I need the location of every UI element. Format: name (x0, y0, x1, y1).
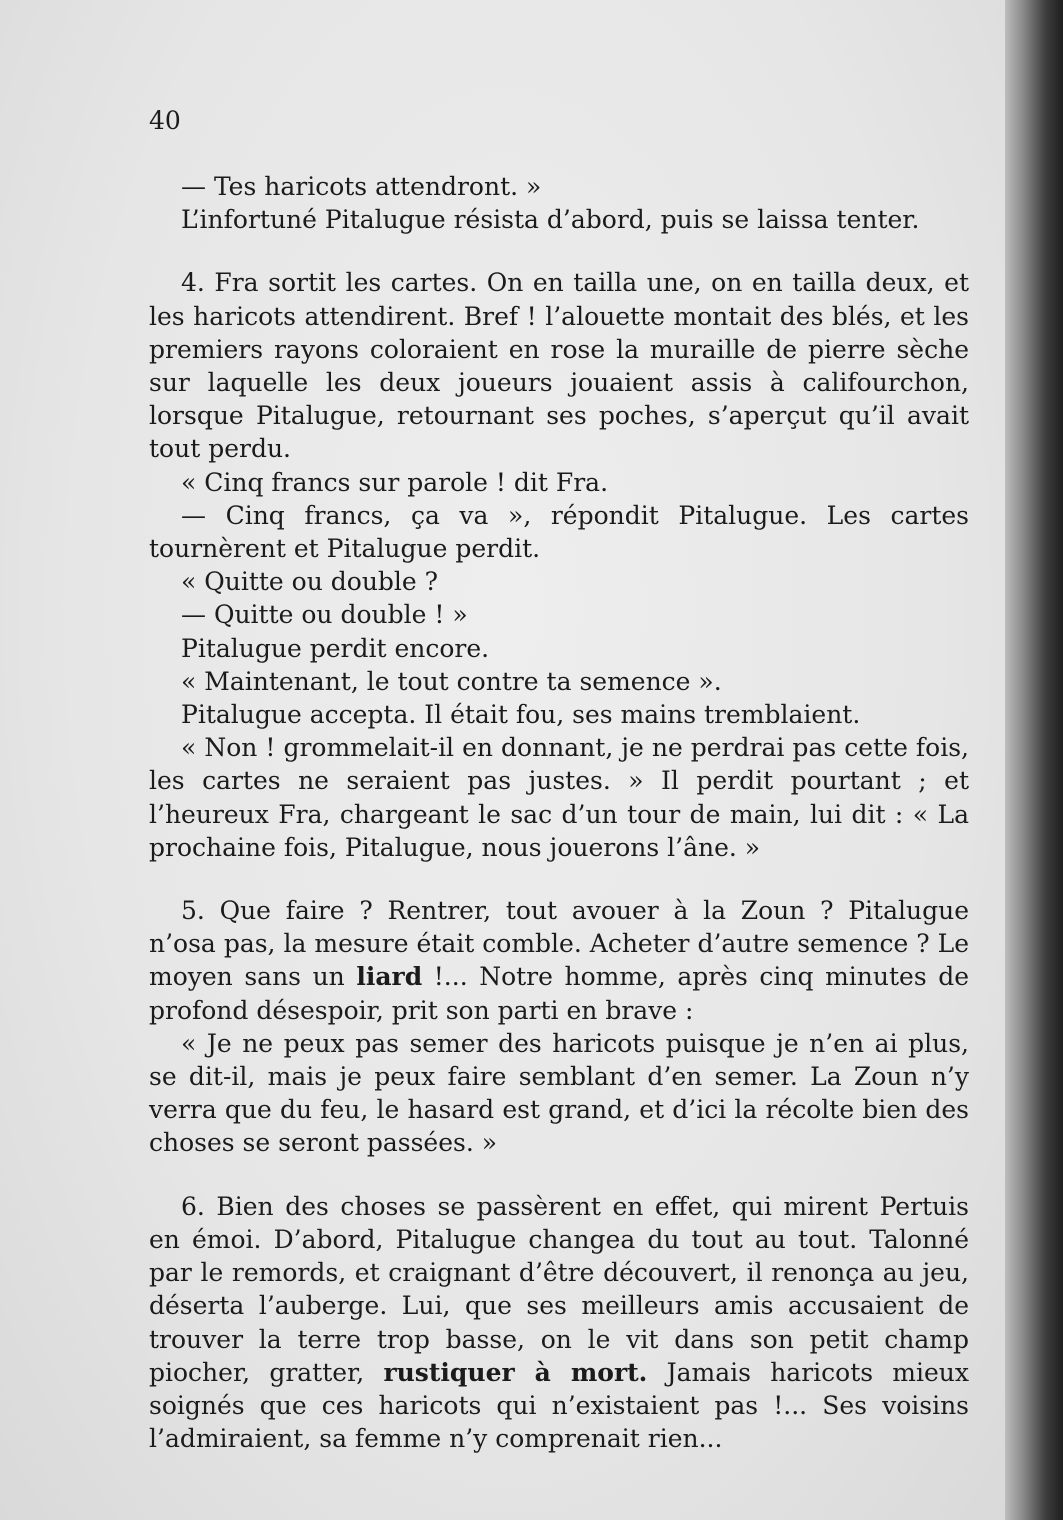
paragraph-text: 5. Que faire ? Rentrer, tout avouer à la Zoun ? Pitalugue n’osa pas, la mesure était comble. Acheter d’autre semence ? Le moyen sans un (149, 896, 969, 992)
paragraph: « Cinq francs sur parole ! dit Fra. (181, 467, 609, 497)
paragraph: « Non ! grommelait-il en donnant, je ne perdrai pas cette fois, les cartes ne seraient pas justes. » Il perdit pourtant ; et l’heureux Fra, chargeant le sac d’un tour de main, lui dit : « La prochaine fois, Pitalugue, nous jouerons l’âne. » (149, 733, 969, 862)
paragraph (149, 1190, 969, 1456)
paragraph-text: 6. Bien des choses se passèrent en effet, qui mirent Pertuis en émoi. D’abord, Pitalugue changea du tout au tout. Talonné par le remords, et craignant d’être découvert, il renonça au jeu, déserta l’auberge. Lui, que ses meilleurs amis accusaient de trouver la terre trop basse, on le vit dans son petit champ piocher, gratter, (149, 1191, 969, 1387)
paragraph-gap (149, 1160, 969, 1190)
paragraph: « Je ne peux pas semer des haricots puisque je n’en ai plus, se dit-il, mais je peux faire semblant d’en semer. La Zoun n’y verra que du feu, le hasard est grand, et d’ici la récolte bien des choses se seront passées. » (149, 1028, 969, 1158)
paragraph: — Quitte ou double ! » (181, 600, 468, 630)
paragraph (149, 894, 969, 1027)
paragraph-text: !... Notre homme, après cinq minutes de profond désespoir, prit son parti en brave : (149, 962, 970, 1025)
bold-term: liard (356, 962, 423, 992)
paragraph: 4. Fra sortit les cartes. On en tailla une, on en tailla deux, et les haricots attendirent. Bref ! l’alouette montait des blés, et les premiers rayons coloraient en rose la muraille de pierre sèche sur laquelle les deux joueurs jouaient assis à califourchon, lorsque Pitalugue, retournant ses poches, s’aperçut qu’il avait tout perdu. (149, 268, 969, 464)
book-gutter-shadow (1005, 0, 1063, 1520)
paragraph: « Maintenant, le tout contre ta semence ». (181, 666, 722, 696)
paragraph-gap (149, 864, 969, 894)
paragraph: L’infortuné Pitalugue résista d’abord, puis se laissa tenter. (181, 205, 920, 235)
page-number: 40 (149, 106, 181, 135)
paragraph: Pitalugue perdit encore. (181, 633, 490, 663)
paragraph: « Quitte ou double ? (181, 567, 439, 597)
page-text (149, 104, 969, 1455)
bold-term: rustiquer à mort. (383, 1357, 648, 1387)
paragraph-text: Jamais haricots mieux soignés que ces haricots qui n’existaient pas !... Ses voisins l’admiraient, sa femme n’y comprenait rien... (149, 1357, 969, 1454)
paragraph-gap (149, 236, 969, 266)
paragraph: — Tes haricots attendront. » (181, 172, 542, 201)
paragraph: — Cinq francs, ça va », répondit Pitalugue. Les cartes tournèrent et Pitalugue perdit. (149, 500, 969, 564)
paragraph: Pitalugue accepta. Il était fou, ses mains tremblaient. (181, 700, 861, 730)
